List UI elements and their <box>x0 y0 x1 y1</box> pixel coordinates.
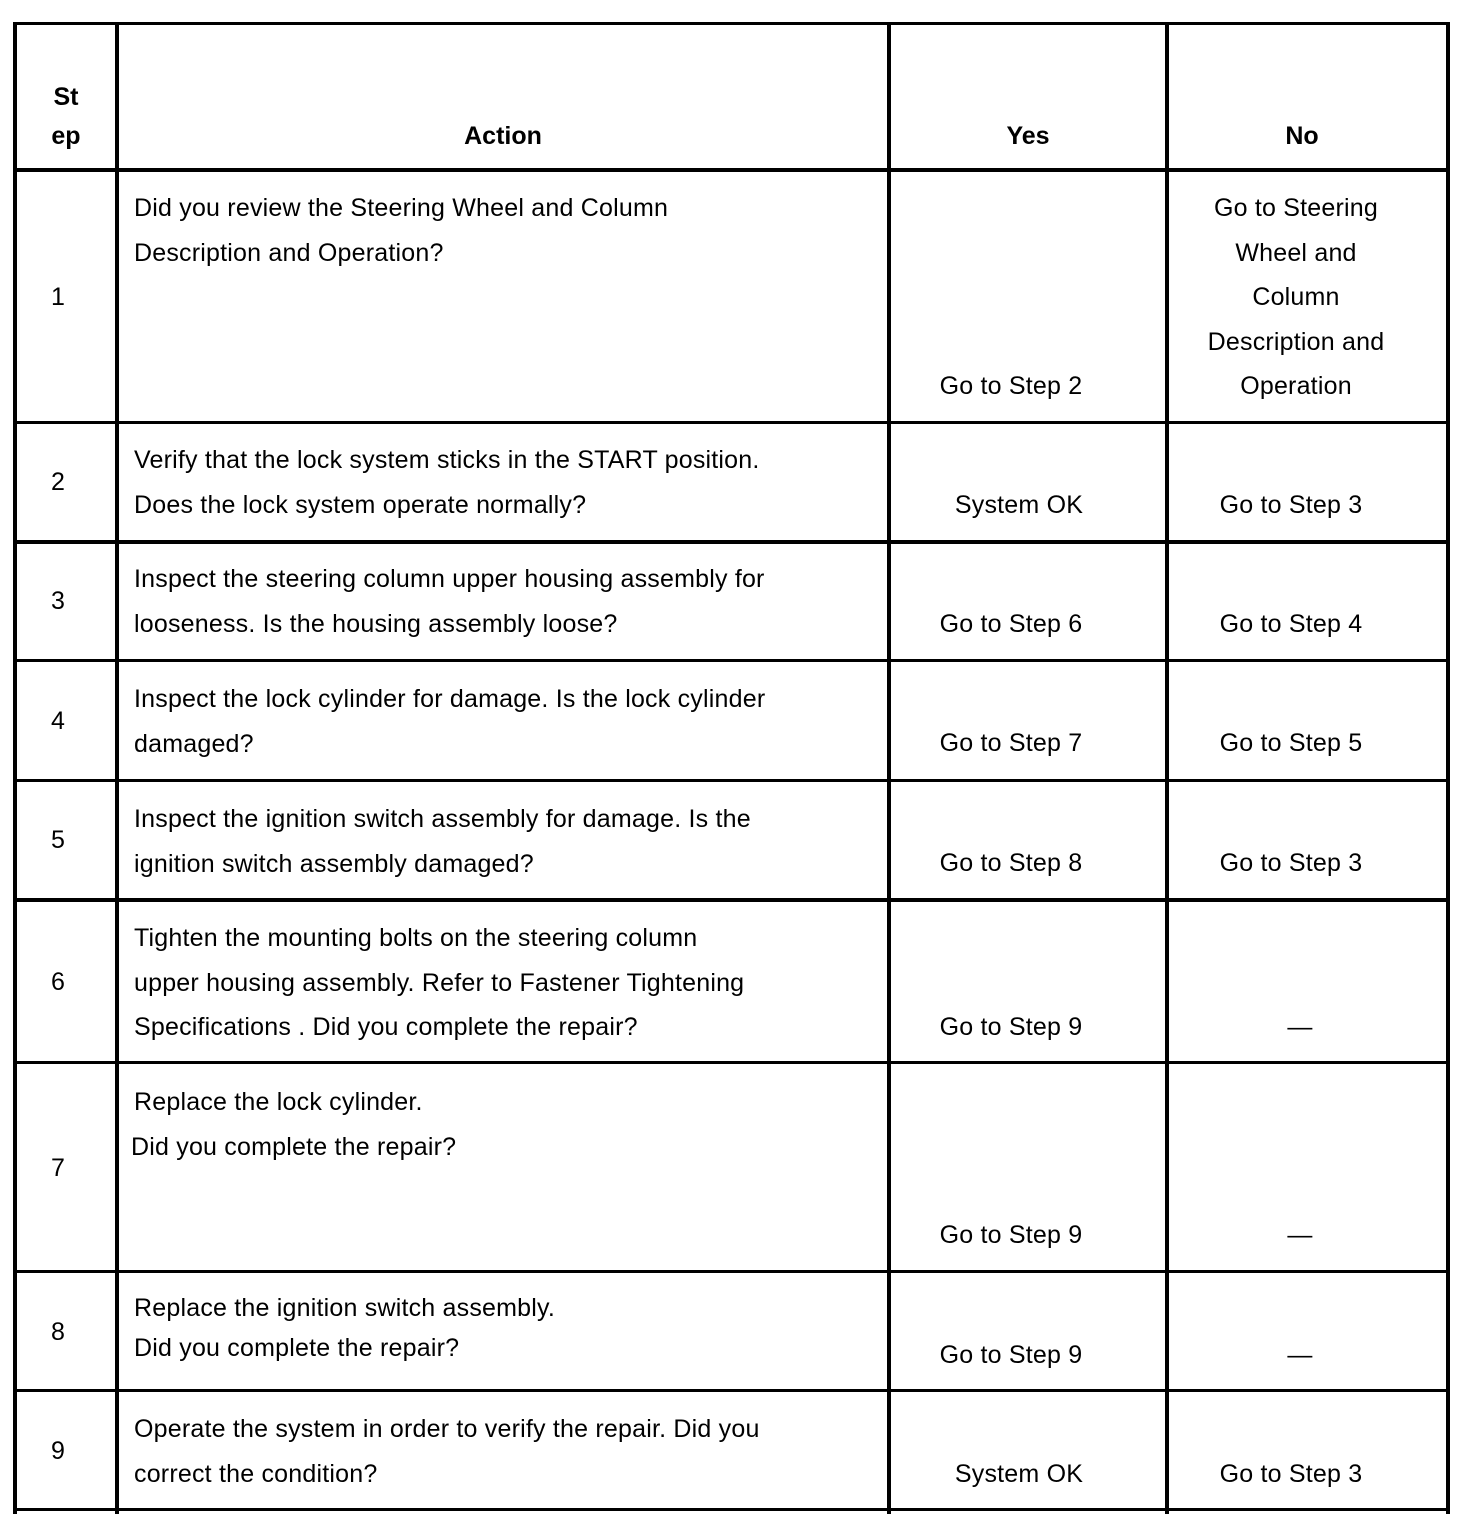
yes-result: Go to Step 9 <box>939 1013 1083 1041</box>
table-border-right <box>1446 22 1450 1514</box>
action-line: Specifications . Did you complete the repair? <box>134 1013 638 1041</box>
no-result: Go to Step 5 <box>1219 729 1363 757</box>
action-text <box>134 438 760 527</box>
row-divider <box>13 540 1450 544</box>
action-line: Did you complete the repair? <box>134 1334 460 1362</box>
action-line: Did you review the Steering Wheel and Column <box>134 194 669 222</box>
yes-result: Go to Step 7 <box>939 729 1083 757</box>
step-number: 2 <box>50 468 66 496</box>
no-result: Go to Step 3 <box>1219 491 1363 519</box>
header-step <box>17 78 115 156</box>
no-result: — <box>1287 1341 1313 1369</box>
no-result-line: Wheel and <box>1235 238 1357 267</box>
yes-result: Go to Step 6 <box>939 610 1083 638</box>
action-line: upper housing assembly. Refer to Fastener Tightening <box>134 968 745 997</box>
yes-result: Go to Step 8 <box>939 849 1083 877</box>
table-border-bottom <box>13 1508 1450 1511</box>
no-result-line: Description and <box>1207 327 1385 356</box>
action-text <box>134 797 751 886</box>
no-result: — <box>1287 1221 1313 1249</box>
action-line: Description and Operation? <box>134 238 444 267</box>
step-number: 9 <box>50 1437 66 1465</box>
action-line: Verify that the lock system sticks in the START position. <box>134 446 760 474</box>
step-number: 1 <box>50 283 66 311</box>
row-divider <box>13 898 1450 902</box>
action-line: looseness. Is the housing assembly loose? <box>134 609 618 638</box>
action-text <box>134 916 744 1050</box>
yes-result: System OK <box>954 1460 1084 1488</box>
step-number: 8 <box>50 1318 66 1346</box>
yes-result: Go to Step 9 <box>939 1341 1083 1369</box>
step-number: 6 <box>50 968 66 996</box>
header-action: Action <box>464 122 542 150</box>
no-result <box>1169 186 1423 409</box>
row-divider <box>13 659 1450 662</box>
header-step-line: St <box>53 83 79 111</box>
action-line: Inspect the steering column upper housing assembly for <box>134 565 765 593</box>
action-text <box>134 1288 555 1368</box>
row-divider <box>13 779 1450 782</box>
action-line: Inspect the lock cylinder for damage. Is the lock cylinder <box>134 685 766 713</box>
no-result: Go to Step 3 <box>1219 849 1363 877</box>
no-result: Go to Step 4 <box>1219 610 1363 638</box>
no-result-line: Column <box>1252 283 1340 311</box>
action-text <box>131 1080 456 1169</box>
step-number: 3 <box>50 587 66 615</box>
action-line: Does the lock system operate normally? <box>134 490 587 519</box>
step-number: 4 <box>50 707 66 735</box>
action-line: correct the condition? <box>134 1459 378 1488</box>
header-step-line: ep <box>51 122 81 150</box>
step-number: 7 <box>50 1154 66 1182</box>
action-text <box>134 186 668 275</box>
column-divider <box>887 22 891 1514</box>
row-divider <box>13 1270 1450 1273</box>
action-text <box>134 1407 760 1496</box>
action-line: Inspect the ignition switch assembly for damage. Is the <box>134 805 751 833</box>
row-divider <box>13 421 1450 424</box>
header-no: No <box>1285 122 1319 150</box>
action-text <box>134 557 765 646</box>
action-line: Operate the system in order to verify the repair. Did you <box>134 1415 760 1443</box>
yes-result: Go to Step 9 <box>939 1221 1083 1249</box>
action-line: Did you complete the repair? <box>131 1132 457 1161</box>
no-result: Go to Step 3 <box>1219 1460 1363 1488</box>
row-divider <box>13 1389 1450 1392</box>
no-result-line: Operation <box>1240 372 1352 400</box>
no-result: — <box>1287 1013 1313 1041</box>
action-line: Replace the lock cylinder. <box>134 1088 423 1116</box>
action-line: Replace the ignition switch assembly. <box>134 1294 556 1322</box>
yes-result: System OK <box>954 491 1084 519</box>
table-border-top <box>13 22 1450 25</box>
action-line: damaged? <box>134 729 254 758</box>
yes-result: Go to Step 2 <box>939 372 1083 400</box>
action-line: ignition switch assembly damaged? <box>134 849 534 878</box>
action-line: Tighten the mounting bolts on the steering column <box>134 924 698 952</box>
column-divider <box>115 22 119 1514</box>
action-text <box>134 677 765 766</box>
table-border-left <box>13 22 17 1514</box>
header-yes: Yes <box>1006 122 1050 150</box>
header-divider <box>13 168 1450 172</box>
row-divider <box>13 1061 1450 1064</box>
no-result-line: Go to Steering <box>1213 194 1378 222</box>
step-number: 5 <box>50 826 66 854</box>
